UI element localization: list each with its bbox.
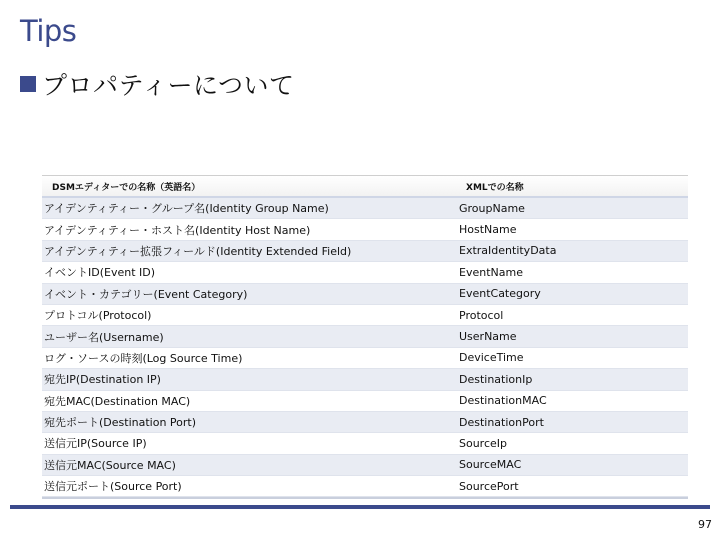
cell-dsm-name: アイデンティティー・グループ名(Identity Group Name) <box>44 202 329 216</box>
cell-xml-name: DestinationMAC <box>459 394 547 408</box>
header-xml-name: XMLでの名称 <box>466 183 524 193</box>
table-row <box>42 455 688 476</box>
bullet-square-icon <box>20 76 36 92</box>
cell-dsm-name: 送信元MAC(Source MAC) <box>44 458 176 472</box>
cell-xml-name: ExtraIdentityData <box>459 244 557 258</box>
cell-xml-name: UserName <box>459 330 517 344</box>
cell-dsm-name: アイデンティティー・ホスト名(Identity Host Name) <box>44 223 311 237</box>
table-body <box>42 198 688 497</box>
table-row <box>42 262 688 283</box>
page-number: 97 <box>698 518 712 531</box>
cell-dsm-name: 送信元ポート(Source Port) <box>44 480 182 494</box>
table-row <box>42 198 688 219</box>
bullet-heading <box>20 66 295 102</box>
cell-xml-name: EventCategory <box>459 287 541 301</box>
cell-dsm-name: 宛先ポート(Destination Port) <box>44 416 197 430</box>
cell-dsm-name: アイデンティティー拡張フィールド(Identity Extended Field) <box>44 244 352 258</box>
cell-dsm-name: 送信元IP(Source IP) <box>44 437 147 451</box>
table-header <box>42 175 688 196</box>
table-row <box>42 219 688 240</box>
table-row <box>42 476 688 497</box>
cell-xml-name: Protocol <box>459 308 504 322</box>
table-row <box>42 412 688 433</box>
cell-dsm-name: イベント・カテゴリー(Event Category) <box>44 287 248 301</box>
cell-xml-name: SourcePort <box>459 479 519 493</box>
cell-dsm-name: イベントID(Event ID) <box>44 266 156 280</box>
table-row <box>42 348 688 369</box>
table-row <box>42 241 688 262</box>
table-row <box>42 433 688 454</box>
property-table <box>42 175 688 499</box>
footer-divider <box>10 505 710 509</box>
table-row <box>42 284 688 305</box>
slide-title: Tips <box>20 14 77 48</box>
cell-xml-name: EventName <box>459 265 523 279</box>
table-bottom-border <box>42 497 688 499</box>
cell-xml-name: DeviceTime <box>459 351 524 365</box>
table-row <box>42 369 688 390</box>
bullet-text: プロパティーについて <box>42 71 295 100</box>
cell-dsm-name: プロトコル(Protocol) <box>44 309 152 323</box>
cell-dsm-name: ログ・ソースの時刻(Log Source Time) <box>44 351 243 365</box>
cell-xml-name: GroupName <box>459 201 525 215</box>
table-row <box>42 326 688 347</box>
cell-dsm-name: 宛先IP(Destination IP) <box>44 373 161 387</box>
header-dsm-name: DSMエディターでの名称（英語名） <box>52 183 201 193</box>
table-row <box>42 391 688 412</box>
cell-dsm-name: 宛先MAC(Destination MAC) <box>44 394 191 408</box>
cell-dsm-name: ユーザー名(Username) <box>44 330 164 344</box>
cell-xml-name: SourceIp <box>459 436 508 450</box>
cell-xml-name: DestinationIp <box>459 372 533 386</box>
table-row <box>42 305 688 326</box>
cell-xml-name: SourceMAC <box>459 458 522 472</box>
cell-xml-name: DestinationPort <box>459 415 544 429</box>
cell-xml-name: HostName <box>459 223 517 237</box>
